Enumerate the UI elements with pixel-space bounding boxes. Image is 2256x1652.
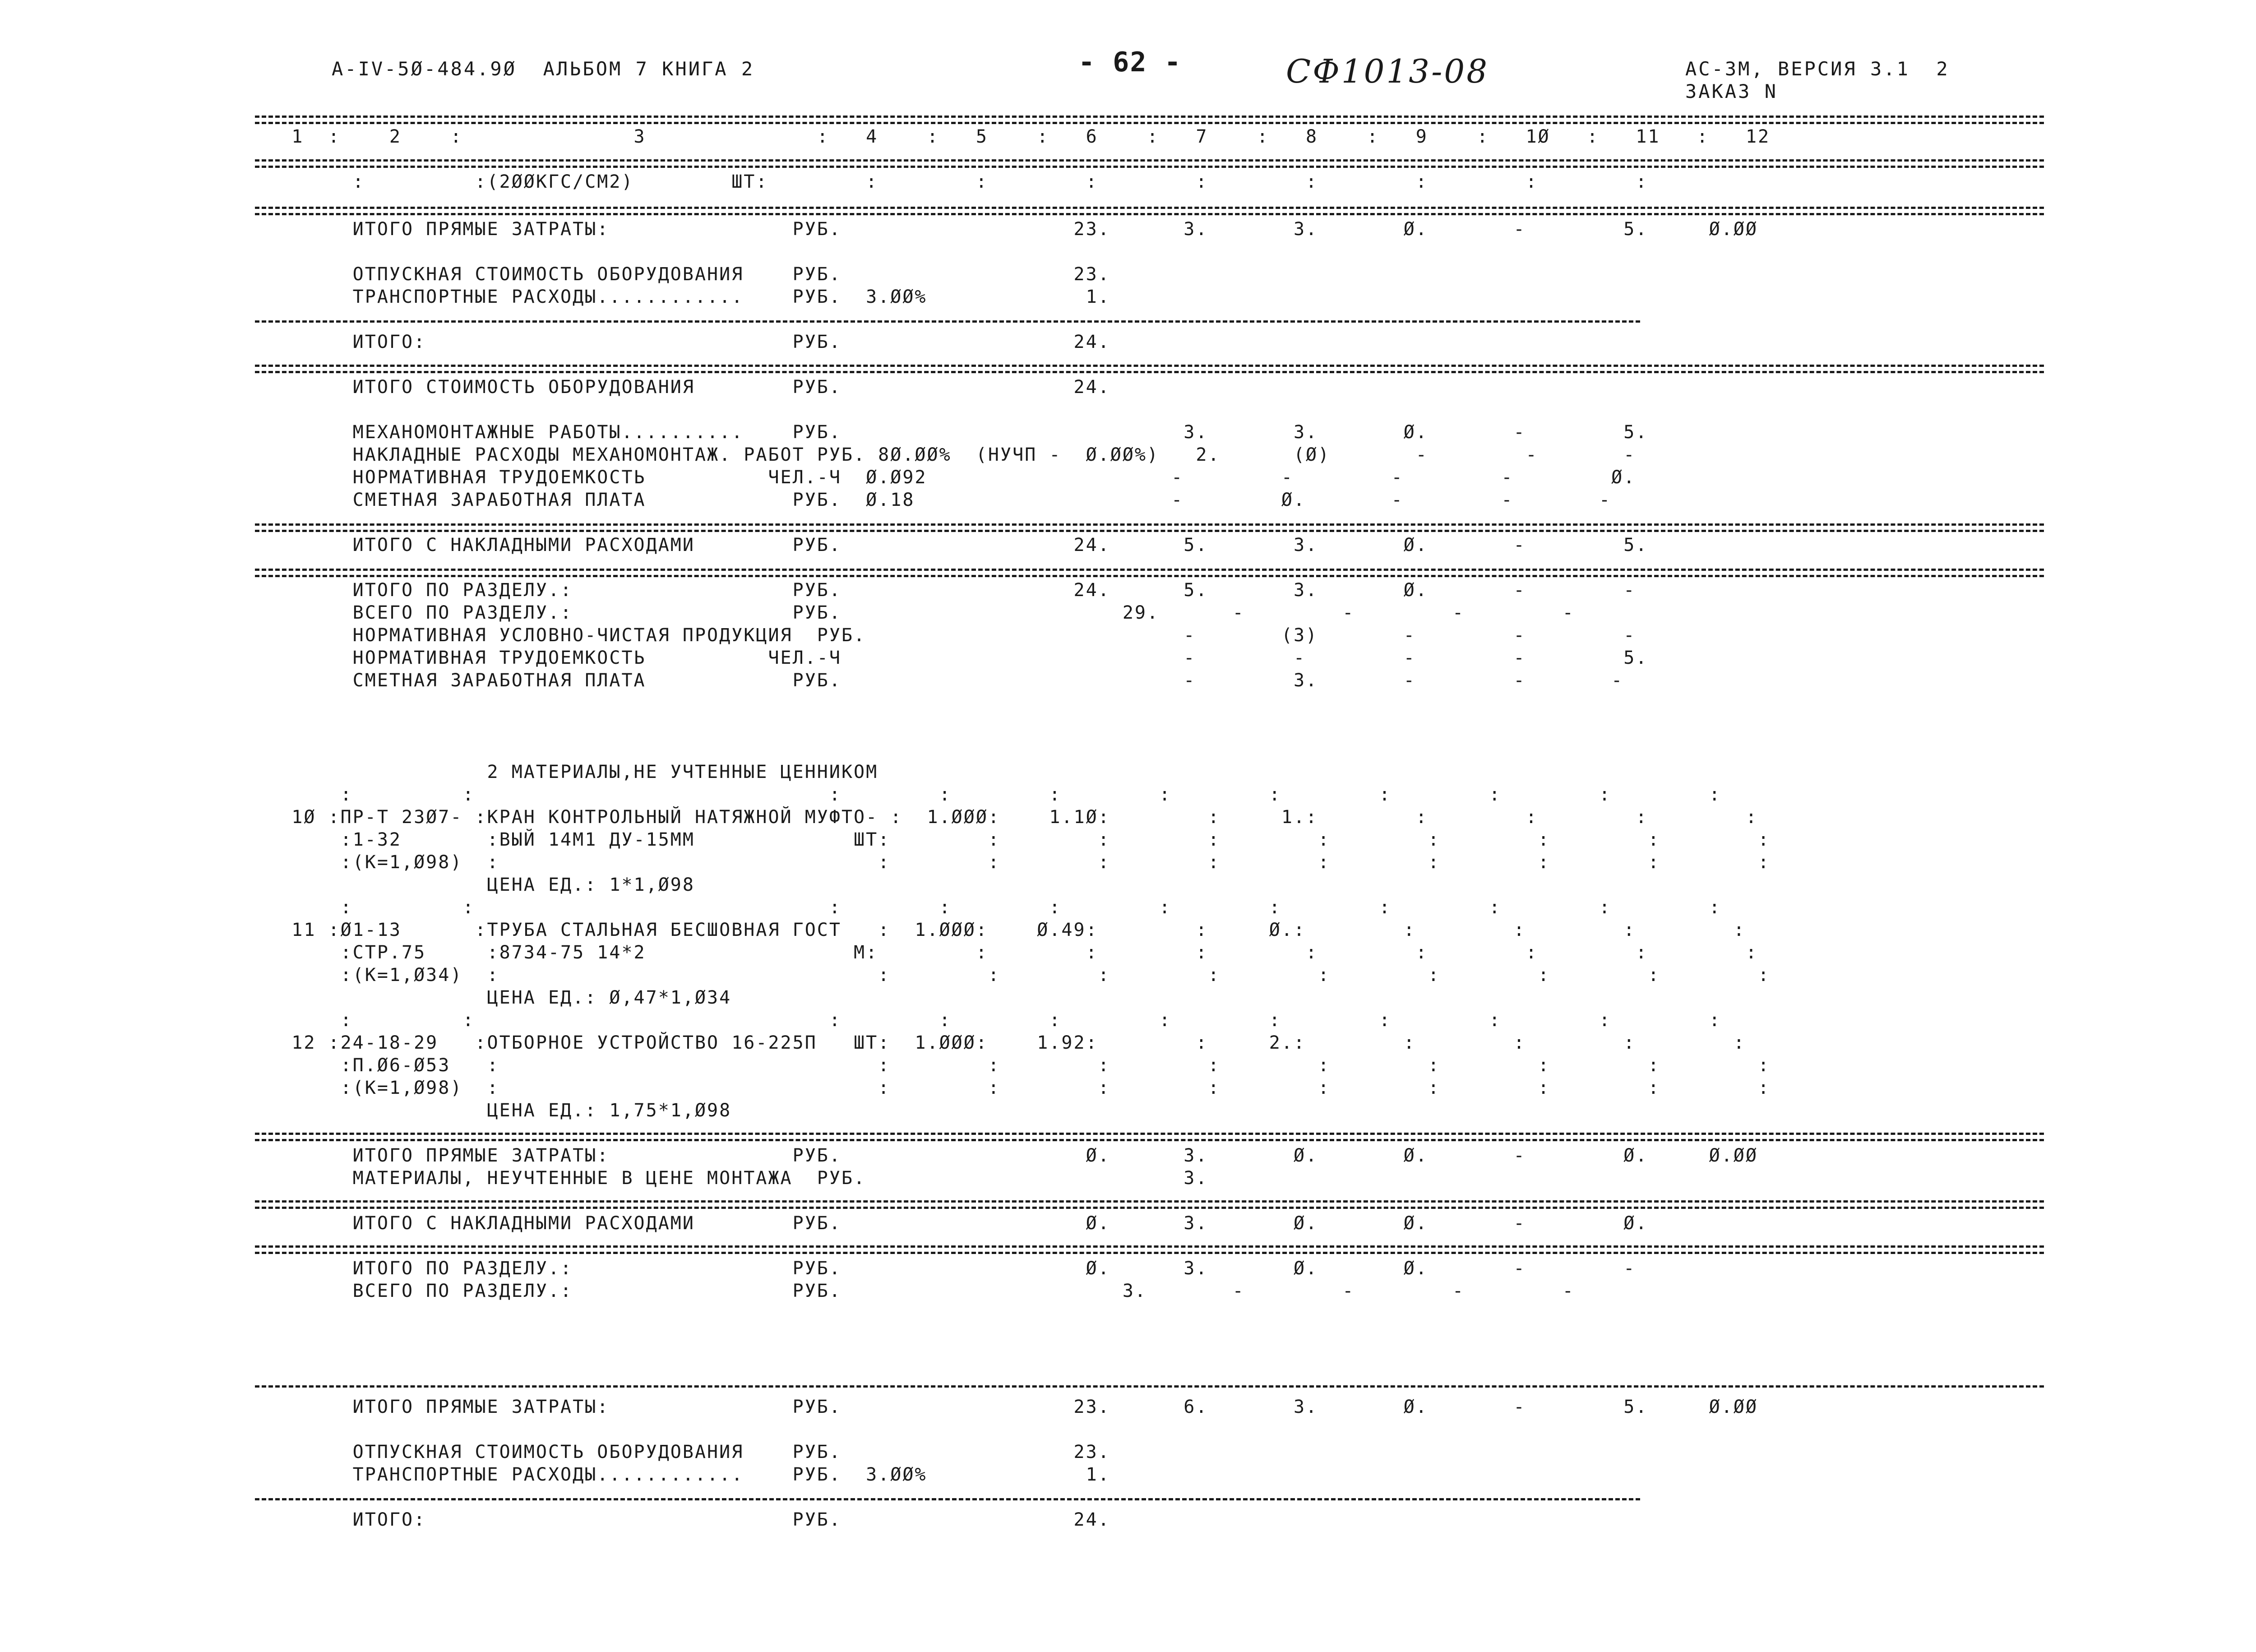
estimate-line: ИТОГО ПРЯМЫЕ ЗАТРАТЫ: РУБ. Ø. 3. Ø. Ø. - Ø. Ø.ØØ (255, 1145, 1758, 1166)
estimate-line: : : : : : : : : : : : (255, 897, 1721, 918)
estimate-line: ИТОГО С НАКЛАДНЫМИ РАСХОДАМИ РУБ. Ø. 3. Ø. Ø. - Ø. (255, 1213, 1648, 1234)
estimate-line: ОТПУСКНАЯ СТОИМОСТЬ ОБОРУДОВАНИЯ РУБ. 23. (255, 264, 1110, 285)
rule-section (255, 1245, 2044, 1254)
estimate-line: ИТОГО С НАКЛАДНЫМИ РАСХОДАМИ РУБ. 24. 5. 3. Ø. - 5. (255, 535, 1648, 555)
rule-section (255, 523, 2044, 532)
estimate-line: НОРМАТИВНАЯ ТРУДОЕМКОСТЬ ЧЕЛ.-Ч Ø.Ø92 - - - - Ø. (255, 467, 1636, 488)
estimate-line: :1-32 :ВЫЙ 14М1 ДУ-15ММ ШТ: : : : : : : : : (255, 829, 1771, 850)
rule-section (255, 1133, 2044, 1141)
rule-short (255, 320, 1640, 323)
estimate-line: ЦЕНА ЕД.: 1*1,Ø98 (255, 875, 695, 895)
estimate-line: ТРАНСПОРТНЫЕ РАСХОДЫ............ РУБ. 3.ØØ% 1. (255, 1464, 1110, 1485)
estimate-line: ВСЕГО ПО РАЗДЕЛУ.: РУБ. 3. - - - - (255, 1281, 1575, 1301)
estimate-line: НАКЛАДНЫЕ РАСХОДЫ МЕХАНОМОНТАЖ. РАБОТ РУБ. 8Ø.ØØ% (НУЧП - Ø.ØØ%) 2. (Ø) - - - (255, 444, 1636, 465)
estimate-line: ИТОГО ПО РАЗДЕЛУ.: РУБ. Ø. 3. Ø. Ø. - - (255, 1258, 1636, 1279)
rule-section (255, 207, 2044, 215)
estimate-line: : : : : : : : : : : : (255, 1010, 1721, 1031)
estimate-line: ИТОГО ПО РАЗДЕЛУ.: РУБ. 24. 5. 3. Ø. - - (255, 580, 1636, 601)
estimate-line: СМЕТНАЯ ЗАРАБОТНАЯ ПЛАТА РУБ. Ø.18 - Ø. - - - (255, 490, 1612, 510)
estimate-line: ИТОГО ПРЯМЫЕ ЗАТРАТЫ: РУБ. 23. 3. 3. Ø. - 5. Ø.ØØ (255, 219, 1758, 240)
document-code: А-IV-5Ø-484.9Ø АЛЬБОМ 7 КНИГА 2 (332, 58, 755, 80)
estimate-line: :(К=1,Ø98) : : : : : : : : : : (255, 1078, 1771, 1098)
estimate-line: ВСЕГО ПО РАЗДЕЛУ.: РУБ. 29. - - - - (255, 602, 1575, 623)
handwritten-stamp: СФ1013-08 (1286, 52, 1489, 90)
estimate-line: СМЕТНАЯ ЗАРАБОТНАЯ ПЛАТА РУБ. - 3. - - - (255, 670, 1624, 691)
estimate-line: ЦЕНА ЕД.: 1,75*1,Ø98 (255, 1100, 732, 1121)
estimate-line: 11 :Ø1-13 :ТРУБА СТАЛЬНАЯ БЕСШОВНАЯ ГОСТ : 1.ØØØ: Ø.49: : Ø.: : : : : (255, 920, 1746, 940)
estimate-line: МАТЕРИАЛЫ, НЕУЧТЕННЫЕ В ЦЕНЕ МОНТАЖА РУБ. 3. (255, 1168, 1208, 1189)
estimate-line: 1Ø :ПР-Т 23Ø7- :КРАН КОНТРОЛЬНЫЙ НАТЯЖНОЙ МУФТО- : 1.ØØØ: 1.1Ø: : 1.: : : : : (255, 807, 1758, 828)
estimate-line: НОРМАТИВНАЯ ТРУДОЕМКОСТЬ ЧЕЛ.-Ч - - - - 5. (255, 648, 1648, 668)
estimate-line: :СТР.75 :8734-75 14*2 М: : : : : : : : : (255, 942, 1758, 963)
estimate-line: 2 МАТЕРИАЛЫ,НЕ УЧТЕННЫЕ ЦЕННИКОМ (255, 762, 878, 782)
estimate-line: ЦЕНА ЕД.: Ø,47*1,Ø34 (255, 987, 732, 1008)
rule-short (255, 1498, 1640, 1500)
rule-section (255, 1200, 2044, 1209)
estimate-line: :П.Ø6-Ø53 : : : : : : : : : : (255, 1055, 1771, 1076)
estimate-line: ИТОГО ПРЯМЫЕ ЗАТРАТЫ: РУБ. 23. 6. 3. Ø. - 5. Ø.ØØ (255, 1397, 1758, 1417)
rule-section (255, 1385, 2044, 1388)
estimate-line: ОТПУСКНАЯ СТОИМОСТЬ ОБОРУДОВАНИЯ РУБ. 23. (255, 1442, 1110, 1462)
estimate-line: ИТОГО: РУБ. 24. (255, 332, 1110, 352)
estimate-line: НОРМАТИВНАЯ УСЛОВНО-ЧИСТАЯ ПРОДУКЦИЯ РУБ. - (3) - - - (255, 625, 1636, 646)
estimate-line: : : : : : : : : : : : (255, 784, 1721, 805)
estimate-line: 12 :24-18-29 :ОТБОРНОЕ УСТРОЙСТВО 16-225П ШТ: 1.ØØØ: 1.92: : 2.: : : : : (255, 1032, 1746, 1053)
rule-section (255, 569, 2044, 577)
rule-section (255, 365, 2044, 373)
order-number: ЗАКАЗ N (1685, 80, 1778, 102)
rule-top (255, 116, 2044, 124)
estimate-line: ИТОГО СТОИМОСТЬ ОБОРУДОВАНИЯ РУБ. 24. (255, 377, 1110, 398)
estimate-line: :(К=1,Ø98) : : : : : : : : : : (255, 852, 1771, 873)
page-number: - 62 - (1078, 46, 1182, 78)
rule-colnums (255, 159, 2044, 168)
software-version: АС-3М, ВЕРСИЯ 3.1 2 (1685, 58, 1950, 80)
estimate-line: ИТОГО: РУБ. 24. (255, 1509, 1110, 1530)
estimate-line: МЕХАНОМОНТАЖНЫЕ РАБОТЫ.......... РУБ. 3. 3. Ø. - 5. (255, 422, 1648, 443)
estimate-line: : :(2ØØКГС/СМ2) ШТ: : : : : : : : : (255, 171, 1648, 192)
estimate-line: :(К=1,Ø34) : : : : : : : : : : (255, 965, 1771, 986)
estimate-line: ТРАНСПОРТНЫЕ РАСХОДЫ............ РУБ. 3.ØØ% 1. (255, 287, 1110, 307)
estimate-line: 1 : 2 : 3 : 4 : 5 : 6 : 7 : 8 : 9 : 1Ø : 11 : 12 (255, 126, 1771, 147)
